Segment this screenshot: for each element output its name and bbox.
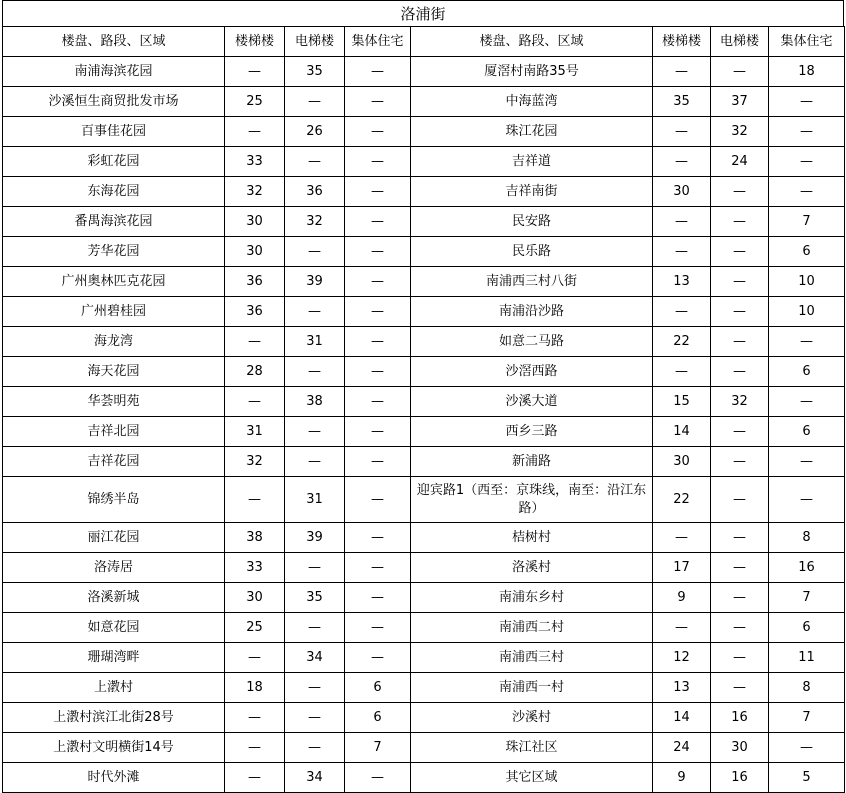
area-name-cell: 洛溪村 <box>411 553 653 583</box>
header-cell: 楼盘、路段、区域 <box>3 27 225 57</box>
price-cell: — <box>769 387 845 417</box>
price-cell: — <box>225 733 285 763</box>
area-name-cell: 上漖村 <box>3 673 225 703</box>
price-cell: — <box>285 733 345 763</box>
area-name-cell: 沙滘西路 <box>411 357 653 387</box>
table-row <box>3 327 845 357</box>
price-cell: — <box>285 447 345 477</box>
price-cell: — <box>285 613 345 643</box>
price-cell: 32 <box>225 447 285 477</box>
price-cell: 25 <box>225 613 285 643</box>
price-cell: — <box>285 87 345 117</box>
table-row <box>3 177 845 207</box>
price-cell: — <box>345 523 411 553</box>
price-cell: — <box>653 297 711 327</box>
table-row <box>3 703 845 733</box>
price-cell: — <box>711 583 769 613</box>
area-name-cell: 桔树村 <box>411 523 653 553</box>
price-cell: — <box>225 763 285 793</box>
price-cell: — <box>345 387 411 417</box>
area-name-cell: 华荟明苑 <box>3 387 225 417</box>
price-cell: — <box>711 477 769 523</box>
price-cell: 17 <box>653 553 711 583</box>
area-name-cell: 南浦西二村 <box>411 613 653 643</box>
table-row <box>3 207 845 237</box>
price-cell: — <box>711 447 769 477</box>
area-name-cell: 厦滘村南路35号 <box>411 57 653 87</box>
price-cell: 7 <box>769 207 845 237</box>
price-cell: — <box>769 477 845 523</box>
price-cell: 12 <box>653 643 711 673</box>
area-name-cell: 南浦西一村 <box>411 673 653 703</box>
table-row <box>3 237 845 267</box>
price-cell: — <box>345 147 411 177</box>
price-cell: 34 <box>285 643 345 673</box>
price-cell: 6 <box>769 357 845 387</box>
area-name-cell: 广州奥林匹克花园 <box>3 267 225 297</box>
area-name-cell: 东海花园 <box>3 177 225 207</box>
header-cell: 楼梯楼 <box>653 27 711 57</box>
price-cell: — <box>711 237 769 267</box>
price-cell: 8 <box>769 673 845 703</box>
price-cell: — <box>711 523 769 553</box>
price-cell: 32 <box>711 387 769 417</box>
area-name-cell: 吉祥道 <box>411 147 653 177</box>
price-cell: 33 <box>225 147 285 177</box>
price-cell: — <box>711 177 769 207</box>
price-cell: 31 <box>285 477 345 523</box>
price-cell: 28 <box>225 357 285 387</box>
table-row <box>3 553 845 583</box>
price-cell: — <box>345 267 411 297</box>
table-row <box>3 357 845 387</box>
price-cell: 32 <box>285 207 345 237</box>
price-table <box>2 26 845 793</box>
price-cell: 22 <box>653 327 711 357</box>
price-cell: 13 <box>653 267 711 297</box>
price-cell: — <box>653 57 711 87</box>
price-cell: 39 <box>285 523 345 553</box>
header-cell: 电梯楼 <box>285 27 345 57</box>
table-row <box>3 147 845 177</box>
price-cell: 10 <box>769 297 845 327</box>
area-name-cell: 珠江社区 <box>411 733 653 763</box>
price-cell: — <box>345 177 411 207</box>
area-name-cell: 迎宾路1（西至：京珠线，南至：沿江东路） <box>411 477 653 523</box>
table-row <box>3 387 845 417</box>
table-row <box>3 297 845 327</box>
price-cell: 6 <box>345 673 411 703</box>
price-cell: — <box>711 673 769 703</box>
price-cell: 10 <box>769 267 845 297</box>
header-cell: 集体住宅 <box>769 27 845 57</box>
area-name-cell: 南浦沿沙路 <box>411 297 653 327</box>
price-cell: — <box>769 733 845 763</box>
area-name-cell: 丽江花园 <box>3 523 225 553</box>
price-cell: — <box>285 417 345 447</box>
price-cell: — <box>653 207 711 237</box>
price-cell: 38 <box>225 523 285 553</box>
table-row <box>3 733 845 763</box>
table-row <box>3 523 845 553</box>
price-cell: — <box>225 703 285 733</box>
price-cell: — <box>653 117 711 147</box>
price-cell: 35 <box>653 87 711 117</box>
price-cell: 18 <box>769 57 845 87</box>
price-cell: 33 <box>225 553 285 583</box>
price-cell: — <box>711 267 769 297</box>
price-cell: — <box>225 117 285 147</box>
table-row <box>3 763 845 793</box>
area-name-cell: 百事佳花园 <box>3 117 225 147</box>
price-cell: — <box>711 643 769 673</box>
price-cell: — <box>225 57 285 87</box>
price-cell: 31 <box>285 327 345 357</box>
price-cell: — <box>711 553 769 583</box>
price-cell: — <box>345 357 411 387</box>
price-cell: — <box>653 523 711 553</box>
table-row <box>3 477 845 523</box>
area-name-cell: 彩虹花园 <box>3 147 225 177</box>
table-row <box>3 117 845 147</box>
price-cell: 16 <box>711 703 769 733</box>
price-cell: 30 <box>653 177 711 207</box>
price-cell: 25 <box>225 87 285 117</box>
price-cell: — <box>711 417 769 447</box>
price-cell: — <box>653 237 711 267</box>
price-cell: 37 <box>711 87 769 117</box>
price-cell: — <box>711 297 769 327</box>
area-name-cell: 南浦东乡村 <box>411 583 653 613</box>
area-name-cell: 上漖村滨江北街28号 <box>3 703 225 733</box>
price-cell: — <box>345 207 411 237</box>
price-cell: 32 <box>711 117 769 147</box>
area-name-cell: 沙溪恒生商贸批发市场 <box>3 87 225 117</box>
header-cell: 电梯楼 <box>711 27 769 57</box>
table-row <box>3 447 845 477</box>
price-cell: — <box>345 613 411 643</box>
price-cell: — <box>345 447 411 477</box>
table-row <box>3 583 845 613</box>
area-name-cell: 吉祥花园 <box>3 447 225 477</box>
price-cell: 11 <box>769 643 845 673</box>
area-name-cell: 洛涛居 <box>3 553 225 583</box>
price-cell: — <box>345 237 411 267</box>
price-cell: 13 <box>653 673 711 703</box>
area-name-cell: 番禺海滨花园 <box>3 207 225 237</box>
price-cell: — <box>345 297 411 327</box>
price-cell: 24 <box>711 147 769 177</box>
price-cell: 6 <box>769 417 845 447</box>
price-cell: — <box>769 117 845 147</box>
area-name-cell: 民乐路 <box>411 237 653 267</box>
price-cell: 38 <box>285 387 345 417</box>
area-name-cell: 中海蓝湾 <box>411 87 653 117</box>
area-name-cell: 海天花园 <box>3 357 225 387</box>
area-name-cell: 南浦海滨花园 <box>3 57 225 87</box>
area-name-cell: 南浦西三村八街 <box>411 267 653 297</box>
area-name-cell: 上漖村文明横街14号 <box>3 733 225 763</box>
price-cell: 30 <box>225 237 285 267</box>
area-name-cell: 沙溪大道 <box>411 387 653 417</box>
price-cell: 6 <box>345 703 411 733</box>
area-name-cell: 广州碧桂园 <box>3 297 225 327</box>
area-name-cell: 其它区域 <box>411 763 653 793</box>
price-cell: 36 <box>225 297 285 327</box>
price-cell: 34 <box>285 763 345 793</box>
price-cell: 8 <box>769 523 845 553</box>
price-cell: — <box>285 673 345 703</box>
price-cell: — <box>345 477 411 523</box>
area-name-cell: 南浦西三村 <box>411 643 653 673</box>
price-cell: 24 <box>653 733 711 763</box>
table-row <box>3 267 845 297</box>
area-name-cell: 时代外滩 <box>3 763 225 793</box>
price-cell: 14 <box>653 703 711 733</box>
header-cell: 楼梯楼 <box>225 27 285 57</box>
area-name-cell: 新浦路 <box>411 447 653 477</box>
table-row <box>3 87 845 117</box>
price-cell: — <box>345 57 411 87</box>
price-cell: — <box>769 177 845 207</box>
table-row <box>3 673 845 703</box>
area-name-cell: 洛溪新城 <box>3 583 225 613</box>
price-cell: 16 <box>769 553 845 583</box>
price-cell: 9 <box>653 763 711 793</box>
area-name-cell: 民安路 <box>411 207 653 237</box>
area-name-cell: 芳华花园 <box>3 237 225 267</box>
price-cell: — <box>225 477 285 523</box>
price-cell: — <box>769 327 845 357</box>
price-cell: 39 <box>285 267 345 297</box>
price-cell: 30 <box>225 207 285 237</box>
table-body <box>3 57 845 793</box>
price-cell: 36 <box>225 267 285 297</box>
price-cell: 9 <box>653 583 711 613</box>
price-cell: 22 <box>653 477 711 523</box>
area-name-cell: 沙溪村 <box>411 703 653 733</box>
price-cell: — <box>285 237 345 267</box>
price-cell: — <box>285 553 345 583</box>
price-cell: 7 <box>345 733 411 763</box>
price-cell: — <box>769 87 845 117</box>
table-row <box>3 613 845 643</box>
price-cell: 30 <box>711 733 769 763</box>
area-name-cell: 如意二马路 <box>411 327 653 357</box>
price-cell: — <box>711 357 769 387</box>
table-title: 洛浦街 <box>2 0 844 26</box>
price-cell: 30 <box>653 447 711 477</box>
price-cell: 30 <box>225 583 285 613</box>
price-cell: — <box>225 387 285 417</box>
price-cell: — <box>769 447 845 477</box>
header-cell: 楼盘、路段、区域 <box>411 27 653 57</box>
price-cell: — <box>711 207 769 237</box>
table-row <box>3 643 845 673</box>
price-cell: — <box>345 583 411 613</box>
price-cell: — <box>285 297 345 327</box>
area-name-cell: 吉祥南街 <box>411 177 653 207</box>
price-cell: 14 <box>653 417 711 447</box>
price-cell: — <box>285 357 345 387</box>
price-cell: — <box>225 643 285 673</box>
price-cell: — <box>345 417 411 447</box>
price-cell: — <box>285 147 345 177</box>
area-name-cell: 海龙湾 <box>3 327 225 357</box>
area-name-cell: 如意花园 <box>3 613 225 643</box>
area-name-cell: 吉祥北园 <box>3 417 225 447</box>
price-cell: 6 <box>769 237 845 267</box>
price-cell: 35 <box>285 57 345 87</box>
price-cell: 7 <box>769 703 845 733</box>
price-cell: 36 <box>285 177 345 207</box>
price-cell: 15 <box>653 387 711 417</box>
price-cell: — <box>345 327 411 357</box>
area-name-cell: 锦绣半岛 <box>3 477 225 523</box>
price-cell: — <box>345 117 411 147</box>
price-cell: — <box>653 147 711 177</box>
area-name-cell: 珠江花园 <box>411 117 653 147</box>
price-cell: — <box>711 57 769 87</box>
price-cell: 31 <box>225 417 285 447</box>
price-cell: 32 <box>225 177 285 207</box>
price-cell: — <box>769 147 845 177</box>
price-cell: 35 <box>285 583 345 613</box>
price-cell: — <box>653 613 711 643</box>
price-cell: — <box>345 87 411 117</box>
price-cell: 7 <box>769 583 845 613</box>
price-cell: — <box>711 613 769 643</box>
table-row <box>3 57 845 87</box>
price-cell: 26 <box>285 117 345 147</box>
price-cell: — <box>225 327 285 357</box>
price-cell: 16 <box>711 763 769 793</box>
price-cell: — <box>345 763 411 793</box>
area-name-cell: 西乡三路 <box>411 417 653 447</box>
table-row <box>3 417 845 447</box>
price-cell: — <box>345 553 411 583</box>
price-cell: — <box>285 703 345 733</box>
price-cell: 5 <box>769 763 845 793</box>
price-cell: — <box>711 327 769 357</box>
price-cell: 18 <box>225 673 285 703</box>
price-cell: — <box>653 357 711 387</box>
header-cell: 集体住宅 <box>345 27 411 57</box>
price-cell: 6 <box>769 613 845 643</box>
header-row <box>3 27 845 57</box>
area-name-cell: 珊瑚湾畔 <box>3 643 225 673</box>
price-cell: — <box>345 643 411 673</box>
